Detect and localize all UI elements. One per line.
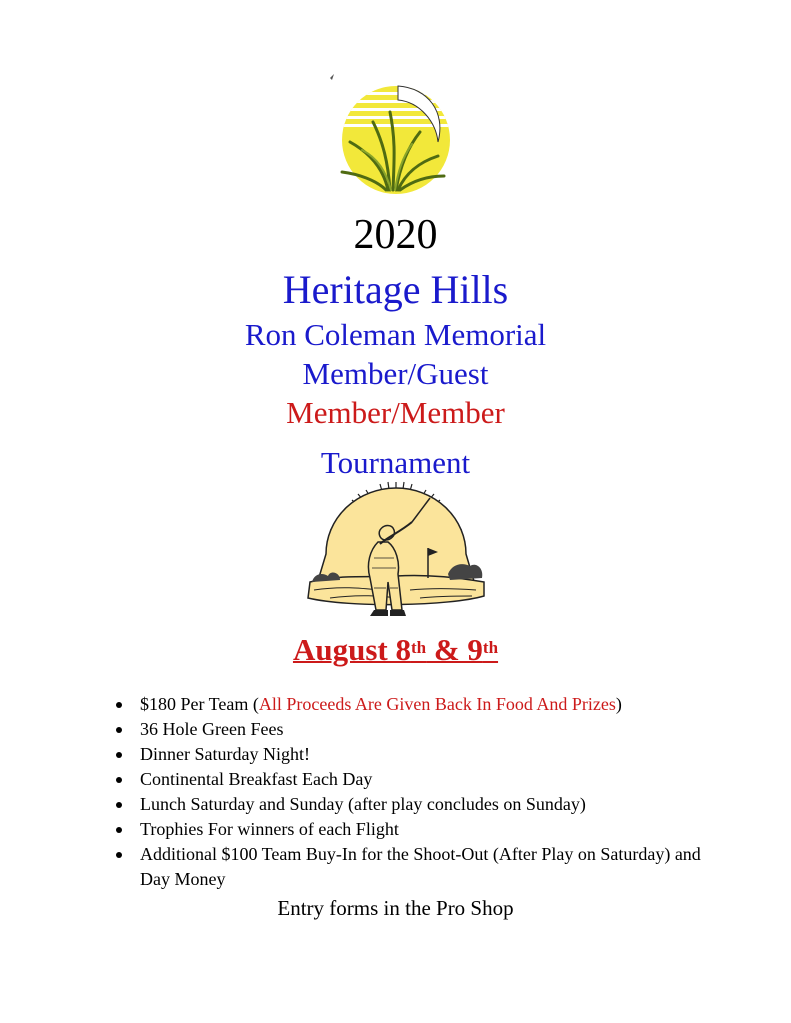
- list-item: [112, 692, 732, 717]
- entry-forms-note: Entry forms in the Pro Shop: [277, 896, 514, 920]
- event-type: Tournament: [320, 445, 471, 480]
- sun-grass-logo-icon: [328, 72, 458, 202]
- format-member-guest: Member/Guest: [302, 356, 489, 391]
- proceeds-note: All Proceeds Are Given Back In Food And Prizes: [258, 694, 616, 714]
- club-name: Heritage Hills: [282, 267, 509, 312]
- list-item: Additional $100 Team Buy-In for the Shoot-Out (After Play on Saturday) and Day Money: [112, 842, 732, 892]
- team-price: $180 Per Team (: [140, 694, 259, 714]
- date-day2-suffix: th: [482, 638, 499, 657]
- event-year: 2020: [353, 212, 438, 258]
- team-price-close: ): [615, 694, 622, 714]
- date-day1: August 8: [292, 632, 411, 667]
- list-item: Continental Breakfast Each Day: [112, 767, 732, 792]
- list-item: Lunch Saturday and Sunday (after play concludes on Sunday): [112, 792, 732, 817]
- format-member-member: Member/Member: [286, 395, 505, 430]
- list-item: 36 Hole Green Fees: [112, 717, 732, 742]
- list-item: Trophies For winners of each Flight: [112, 817, 732, 842]
- memorial-title: Ron Coleman Memorial: [244, 317, 547, 352]
- feature-list: [112, 692, 732, 892]
- date-day2: & 9: [426, 632, 483, 667]
- date-day1-suffix: th: [410, 638, 427, 657]
- tournament-dates: [0, 630, 791, 670]
- golfer-sunrise-icon: [300, 478, 492, 620]
- list-item: Dinner Saturday Night!: [112, 742, 732, 767]
